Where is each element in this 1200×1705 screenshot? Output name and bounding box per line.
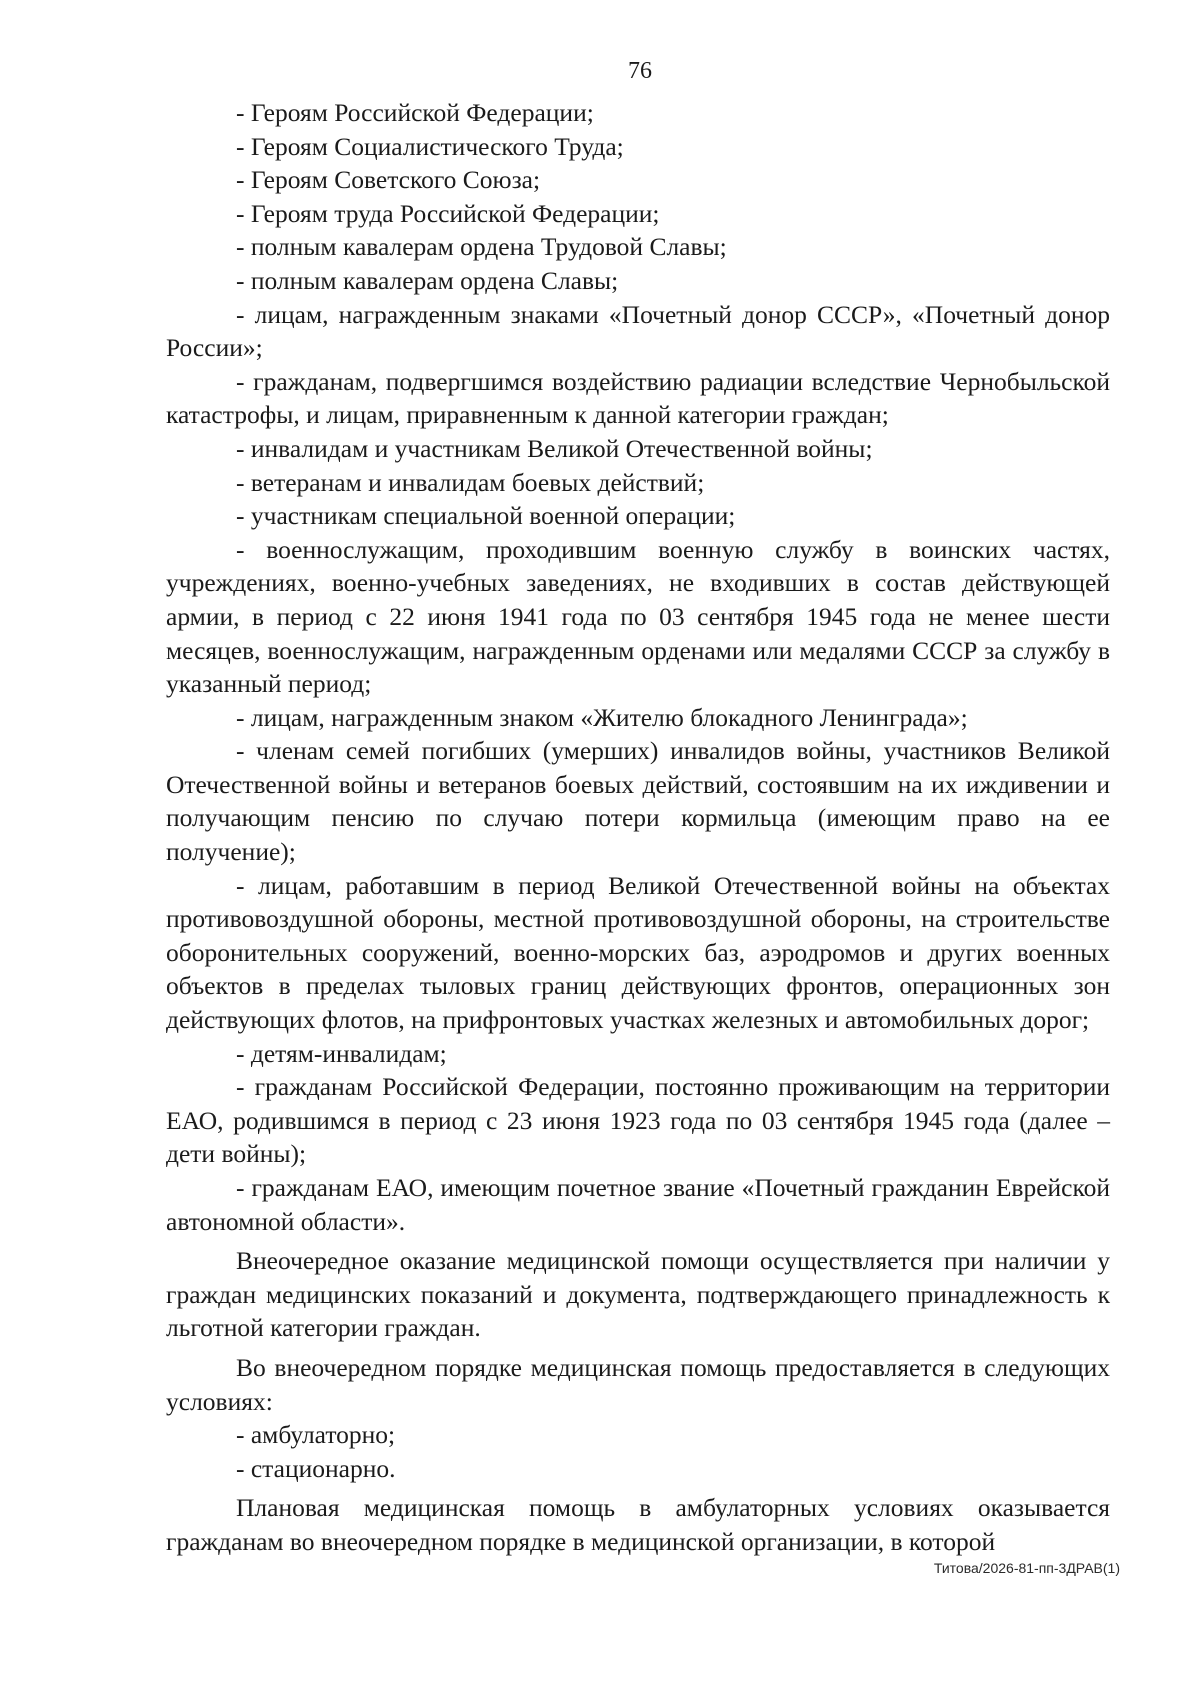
list-item: - Героям труда Российской Федерации; — [236, 198, 660, 228]
list-item: - лицам, награжденным знаками «Почетный донор СССР», «Почетный донор России»; — [166, 299, 1110, 363]
list-item: - Героям Российской Федерации; — [236, 98, 594, 127]
list-item: - членам семей погибших (умерших) инвалидов войны, участников Великой Отечественной войны и ветеранов боевых действий, состоявшим на их иждивении и получающим пенсию по случаю потери кормильца (имеющим право на ее получение); — [166, 736, 1110, 867]
document-body — [166, 96, 1110, 1559]
list-item: - Героям Советского Союза; — [236, 165, 541, 195]
list-item: - полным кавалерам ордена Славы; — [236, 265, 619, 295]
document-footer-code: Титова/2026-81-пп-3ДРАВ(1) — [933, 1560, 1120, 1576]
list-item: - Героям Социалистического Труда; — [236, 131, 624, 161]
list-item: - ветеранам и инвалидам боевых действий; — [236, 467, 705, 497]
list-item: - амбулаторно; — [236, 1420, 396, 1450]
list-item: - инвалидам и участникам Великой Отечественной войны; — [236, 433, 873, 463]
list-item: - лицам, работавшим в период Великой Отечественной войны на объектах противовоздушной обороны, местной противовоздушной обороны, на строительстве оборонительных сооружений, военно-морских баз, аэродромов и других военных объектов в пределах тыловых границ действующих фронтов, операционных зон действующих флотов, на прифронтовых участках железных и автомобильных дорог; — [166, 870, 1110, 1035]
list-item: - гражданам ЕАО, имеющим почетное звание «Почетный гражданин Еврейской автономной области». — [166, 1173, 1110, 1236]
list-item: - детям-инвалидам; — [236, 1038, 447, 1068]
body-paragraph: Плановая медицинская помощь в амбулаторных условиях оказывается гражданам во внеочередном порядке в медицинской организации, в которой — [166, 1493, 1110, 1556]
list-item: - полным кавалерам ордена Трудовой Славы; — [236, 232, 727, 262]
list-item: - лицам, награжденным знаком «Жителю блокадного Ленинграда»; — [236, 702, 968, 732]
list-item: - гражданам Российской Федерации, постоянно проживающим на территории ЕАО, родившимся в период с 23 июня 1923 года по 03 сентября 1945 года (далее – дети войны); — [166, 1072, 1110, 1169]
list-item: - военнослужащим, проходившим военную службу в воинских частях, учреждениях, военно-учебных заведениях, не входивших в состав действующей армии, в период с 22 июня 1941 года по 03 сентября 1945 года не менее шести месяцев, военнослужащим, награжденным орденами или медалями СССР за службу в указанный период; — [166, 534, 1110, 699]
list-item: - участникам специальной военной операции; — [236, 501, 736, 531]
list-item: - гражданам, подвергшимся воздействию радиации вследствие Чернобыльской катастрофы, и лицам, приравненным к данной категории граждан; — [166, 366, 1110, 430]
body-paragraph: Внеочередное оказание медицинской помощи осуществляется при наличии у граждан медицинских показаний и документа, подтверждающего принадлежность к льготной категории граждан. — [166, 1246, 1110, 1343]
body-paragraph: Во внеочередном порядке медицинская помощь предоставляется в следующих условиях: — [166, 1352, 1110, 1416]
list-item: - стационарно. — [236, 1453, 396, 1483]
page-number: 76 — [628, 58, 652, 84]
